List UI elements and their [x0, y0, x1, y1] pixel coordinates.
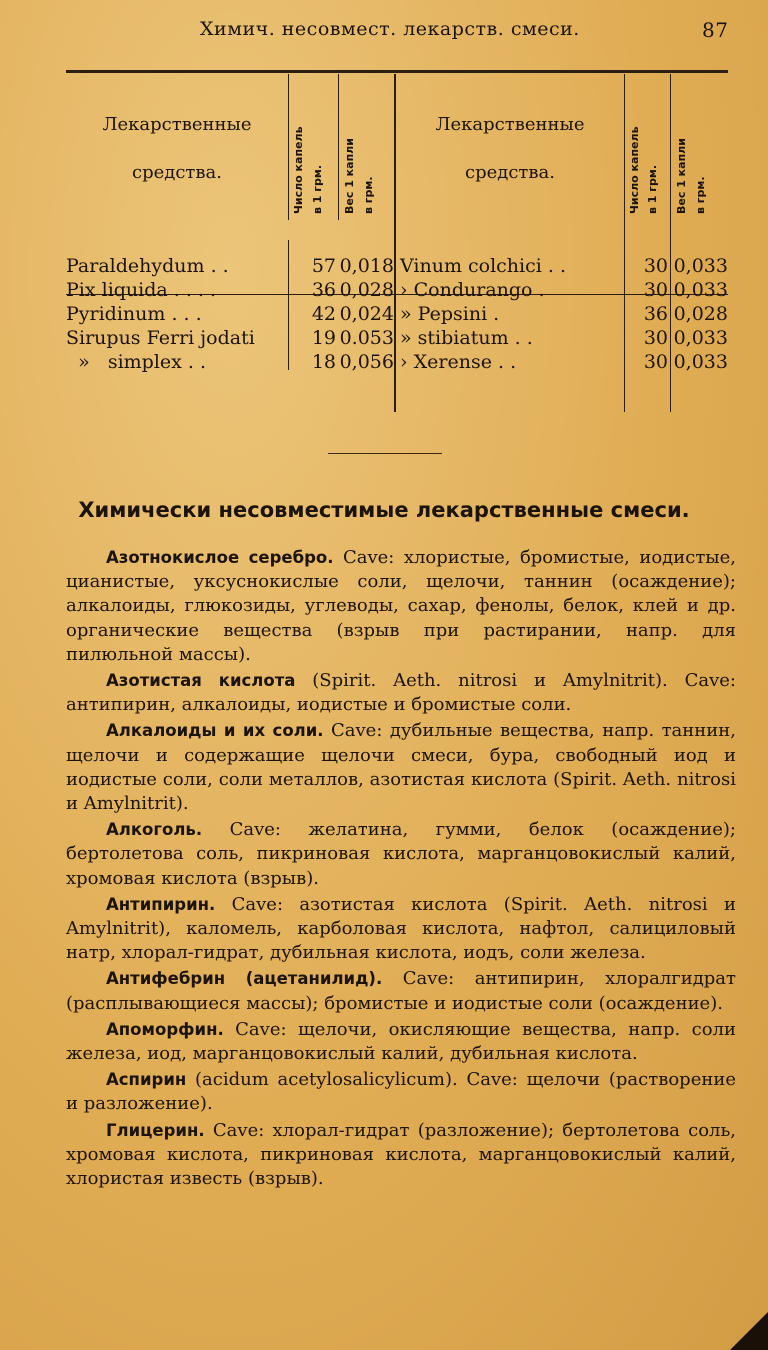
drops-table [66, 70, 728, 415]
right-weight-cell: 0,028 [673, 303, 728, 325]
header-name-line1-right: Лекарственные [435, 114, 585, 135]
right-drops-cell: 30 [643, 351, 668, 373]
right-weight-cell: 0,033 [673, 351, 728, 373]
entry-paragraph [66, 818, 736, 891]
right-name-cell: » Pepsini . [400, 303, 500, 325]
right-weight-cell: 0,033 [673, 255, 728, 277]
left-weight-cell: 0,024 [339, 303, 394, 325]
table-top-rule [66, 70, 728, 73]
table-column-rule [288, 74, 289, 220]
left-name-cell: Paraldehydum . . [66, 255, 229, 277]
left-weight-cell: 0.053 [339, 327, 394, 349]
right-name-cell: › Xerense . . [400, 351, 517, 373]
header-drops-line2-left: в 1 грм. [311, 164, 324, 214]
right-drops-cell: 36 [643, 303, 668, 325]
running-head [0, 18, 768, 48]
left-name-cell: » simplex . . [66, 351, 207, 373]
header-drops-line1-left: Число капель [292, 126, 305, 214]
page-number: 87 [702, 18, 729, 42]
entry-text: Cave: хлористые, бромистые, иодистые, цианистые, уксуснокислые соли, щелочи, таннин (осаждение); алкалоиды, глюкозиды, углеводы, сахар, фенолы, белок, клей и др. органические вещества (взрыв при растирании, напр. для пилюльной массы). [66, 547, 736, 665]
table-row [66, 326, 728, 350]
right-drops-cell: 30 [643, 255, 668, 277]
header-weight-line1-right: Вес 1 капли [675, 138, 688, 214]
left-weight-cell: 0,018 [339, 255, 394, 277]
table-row [66, 302, 728, 326]
page-corner-shadow [730, 1312, 768, 1350]
header-weight-line1-left: Вес 1 капли [343, 138, 356, 214]
header-name-line1-left: Лекарственные [102, 114, 252, 135]
entry-paragraph [66, 719, 736, 816]
header-drops-line2-right: в 1 грм. [646, 164, 659, 214]
right-name-cell: Vinum colchici . . [400, 255, 566, 277]
left-name-cell: Sirupus Ferri jodati [66, 327, 255, 349]
body-text [66, 546, 736, 1193]
entry-term: Азотистая кислота [106, 671, 296, 691]
entry-term: Алкалоиды и их соли. [106, 721, 324, 741]
entry-term: Апоморфин. [106, 1019, 224, 1039]
entry-text: Cave: дубильные вещества, напр. таннин, щелочи и содержащие щелочи смеси, бура, свободный иод и иодистые соли, соли металлов, азотистая кислота (Spirit. Aeth. nitrosi и Amylnitrit). [66, 720, 736, 815]
entry-term: Азотнокислое серебро. [106, 548, 334, 567]
entry-term: Антипирин. [106, 894, 216, 914]
entry-text: Cave: антипирин, хлоралгидрат (расплывающиеся массы); бромистые и иодистые соли (осаждение). [66, 968, 736, 1014]
entry-paragraph [66, 1018, 736, 1066]
entry-paragraph [66, 546, 736, 667]
entry-paragraph [66, 893, 736, 966]
entry-paragraph [66, 967, 736, 1015]
entry-text: (Spirit. Aeth. nitrosi и Amylnitrit). Cave: антипирин, алкалоиды, иодистые и бромистые соли. [66, 670, 736, 716]
left-drops-cell: 18 [311, 351, 336, 373]
right-drops-cell: 30 [643, 327, 668, 349]
right-drops-cell: 30 [643, 279, 668, 301]
table-row [66, 254, 728, 278]
header-weight-line2-right: в грм. [694, 176, 707, 214]
entry-term: Алкоголь. [106, 820, 203, 840]
left-name-cell: Pyridinum . . . [66, 303, 202, 325]
entry-paragraph [66, 1068, 736, 1116]
running-title: Химич. несовмест. лекарств. смеси. [200, 18, 580, 40]
left-drops-cell: 19 [311, 327, 336, 349]
left-drops-cell: 57 [311, 255, 336, 277]
entry-text: Cave: щелочи, окисляющие вещества, напр. соли железа, иод, марганцовокислый калий, дубильная кислота. [66, 1018, 736, 1065]
left-name-cell: Pix liquida . . . . [66, 279, 217, 301]
left-weight-cell: 0,028 [339, 279, 394, 301]
header-name-line2-right: средства. [465, 162, 555, 183]
header-drops-line1-right: Число капель [628, 126, 641, 214]
entry-term: Глицерин. [106, 1120, 205, 1140]
table-row [66, 350, 728, 374]
left-weight-cell: 0,056 [339, 351, 394, 373]
table-row [66, 278, 728, 302]
entry-term: Антифебрин (ацетанилид). [106, 969, 383, 989]
section-title: Химически несовместимые лекарственные смеси. [78, 498, 690, 522]
table-column-rule [338, 74, 339, 220]
entry-text: Cave: хлорал-гидрат (разложение); бертолетова соль, хромовая кислота, пикриновая кислота, марганцовокислый калий, хлористая известь (взрыв). [66, 1119, 736, 1190]
header-name-line2-left: средства. [132, 162, 222, 183]
header-weight-line2-left: в грм. [362, 176, 375, 214]
right-name-cell: › Condurango . [400, 279, 545, 301]
right-weight-cell: 0,033 [673, 327, 728, 349]
entry-term: Аспирин [106, 1070, 187, 1090]
entry-text: Cave: азотистая кислота (Spirit. Aeth. nitrosi и Amylnitrit), каломель, карболовая кислота, нафтол, салициловый натр, хлорал-гидрат, дубильная кислота, иодъ, соли железа. [66, 893, 736, 964]
left-drops-cell: 42 [311, 303, 336, 325]
right-name-cell: » stibiatum . . [400, 327, 533, 349]
section-separator [328, 453, 442, 454]
entry-paragraph [66, 669, 736, 717]
entry-text: (acidum acetylosalicylicum). Cave: щелочи (растворение и разложение). [66, 1069, 736, 1115]
entry-paragraph [66, 1119, 736, 1192]
right-weight-cell: 0,033 [673, 279, 728, 301]
left-drops-cell: 36 [311, 279, 336, 301]
entry-text: Cave: желатина, гумми, белок (осаждение); бертолетова соль, пикриновая кислота, марганцовокислый калий, хромовая кислота (взрыв). [66, 819, 736, 889]
